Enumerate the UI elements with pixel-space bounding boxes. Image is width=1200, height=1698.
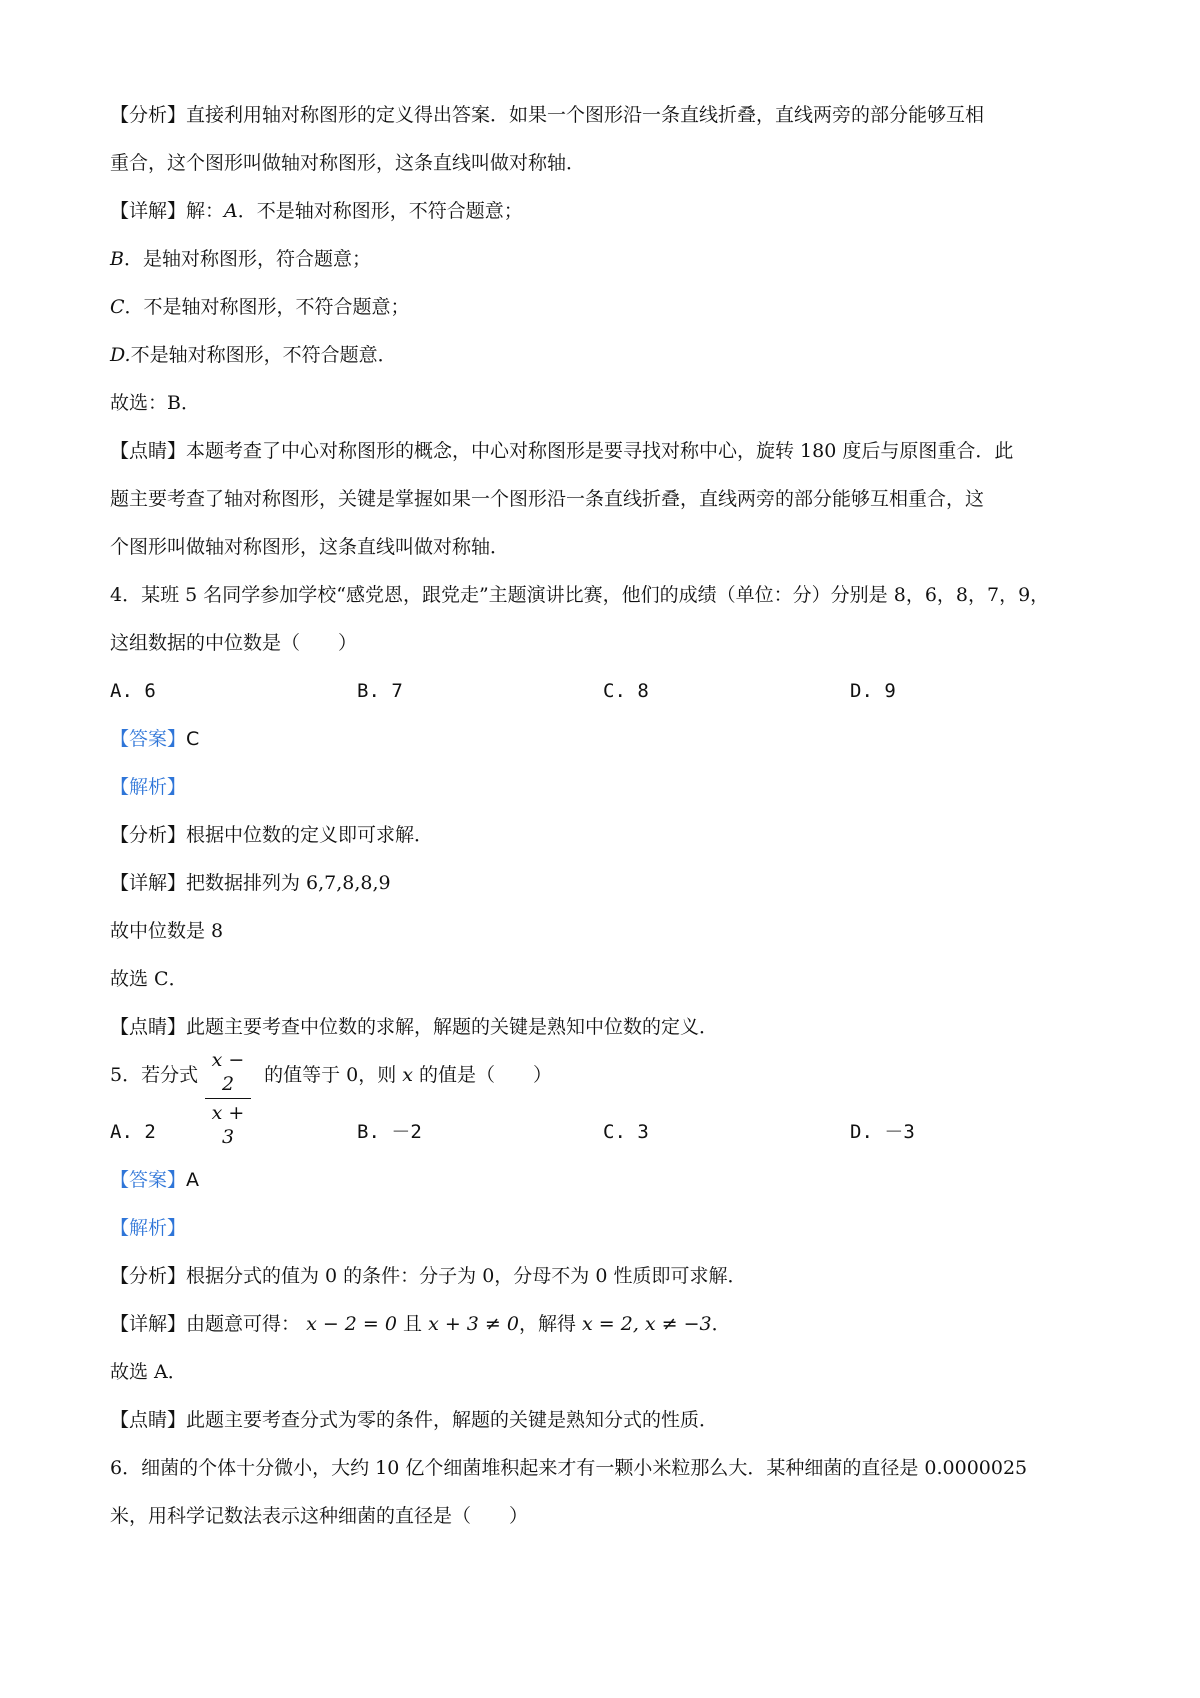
answer-value: C [186,728,200,750]
detail-end: ． [711,1313,731,1335]
q3-comment-line-1: 【点睛】本题考查了中心对称图形的概念，中心对称图形是要寻找对称中心，旋转 180 度后与原图重合．此 [110,440,1014,462]
equation-result: x = 2, x ≠ −3 [582,1313,712,1335]
q5-detail [110,1310,731,1338]
q4-median: 故中位数是 8 [110,920,224,942]
answer-label: 【答案】 [110,1169,187,1191]
q5-parse-label: 【解析】 [110,1217,187,1239]
q3-choose: 故选：B． [110,392,200,414]
q5-answer [110,1166,199,1194]
q4-option-b: B. 7 [357,680,403,702]
equation-1: x − 2 = 0 [306,1313,397,1335]
q5-option-b: B. －2 [357,1121,422,1143]
answer-value: A [186,1169,200,1191]
q3-comment-line-3: 个图形叫做轴对称图形，这条直线叫做对称轴． [110,536,510,558]
detail-prefix: 【详解】由题意可得： [110,1313,301,1335]
q3-analysis-line-1: 【分析】直接利用轴对称图形的定义得出答案．如果一个图形沿一条直线折叠，直线两旁的部分能够互相 [110,104,985,126]
option-letter: A [224,200,238,222]
q5-option-a: A. 2 [110,1121,156,1143]
q4-answer [110,725,199,753]
fraction-numerator: x − 2 [211,1049,245,1095]
detail-and: 且 [403,1313,423,1335]
q5-stem-prefix: 5．若分式 [110,1064,199,1086]
q4-option-c: C. 8 [603,680,649,702]
fraction-denominator: x + 3 [211,1102,245,1148]
detail-prefix: 【详解】解： [110,200,225,222]
q4-option-a: A. 6 [110,680,156,702]
q5-option-c: C. 3 [603,1121,649,1143]
q5-comment: 【点睛】此题主要考查分式为零的条件，解题的关键是熟知分式的性质． [110,1409,719,1431]
q4-option-d: D. 9 [850,680,896,702]
q4-comment: 【点睛】此题主要考查中位数的求解，解题的关键是熟知中位数的定义． [110,1016,719,1038]
q3-detail-line-2 [110,245,371,273]
q4-choose: 故选 C． [110,968,188,990]
q5-stem-mid: 的值等于 0，则 [264,1064,397,1086]
detail-solve: ，解得 [518,1313,576,1335]
detail-text: 不是轴对称图形，不符合题意． [130,344,397,366]
equation-2: x + 3 ≠ 0 [428,1313,519,1335]
option-letter: B [110,248,124,270]
option-letter: D. [110,344,131,366]
q5-fraction [205,1048,251,1149]
q3-detail-line-1 [110,197,523,225]
q3-analysis-line-2: 重合，这个图形叫做轴对称图形，这条直线叫做对称轴． [110,152,586,174]
q3-comment-line-2: 题主要考查了轴对称图形，关键是掌握如果一个图形沿一条直线折叠，直线两旁的部分能够互相重合，这 [110,488,985,510]
answer-label: 【答案】 [110,728,187,750]
q5-option-d: D. －3 [850,1121,915,1143]
q4-analysis: 【分析】根据中位数的定义即可求解． [110,824,434,846]
detail-text: ．是轴对称图形，符合题意； [123,248,371,270]
q4-parse-label: 【解析】 [110,776,187,798]
q6-stem-line-1: 6．细菌的个体十分微小，大约 10 亿个细菌堆积起来才有一颗小米粒那么大．某种细菌的直径是 0.0000025 [110,1457,1028,1479]
q4-stem-line-1: 4．某班 5 名同学参加学校“感党恩，跟党走”主题演讲比赛，他们的成绩（单位：分）分别是 8，6，8，7，9， [110,584,1050,606]
q4-stem-line-2: 这组数据的中位数是（ ） [110,632,358,654]
q5-analysis: 【分析】根据分式的值为 0 的条件：分子为 0，分母不为 0 性质即可求解． [110,1265,747,1287]
q3-detail-line-4 [110,341,397,369]
option-letter: C [110,296,125,318]
detail-text: ．不是轴对称图形，不符合题意； [124,296,410,318]
q5-stem [110,1061,552,1089]
q6-stem-line-2: 米，用科学记数法表示这种细菌的直径是（ ） [110,1505,529,1527]
q4-detail: 【详解】把数据排列为 6,7,8,8,9 [110,872,391,894]
q5-stem-end: 的值是（ ） [419,1064,553,1086]
fraction-bar [205,1098,251,1099]
q5-stem-var: x [402,1064,413,1086]
detail-text: ．不是轴对称图形，不符合题意； [237,200,523,222]
q5-choose: 故选 A． [110,1361,187,1383]
q3-detail-line-3 [110,293,410,321]
